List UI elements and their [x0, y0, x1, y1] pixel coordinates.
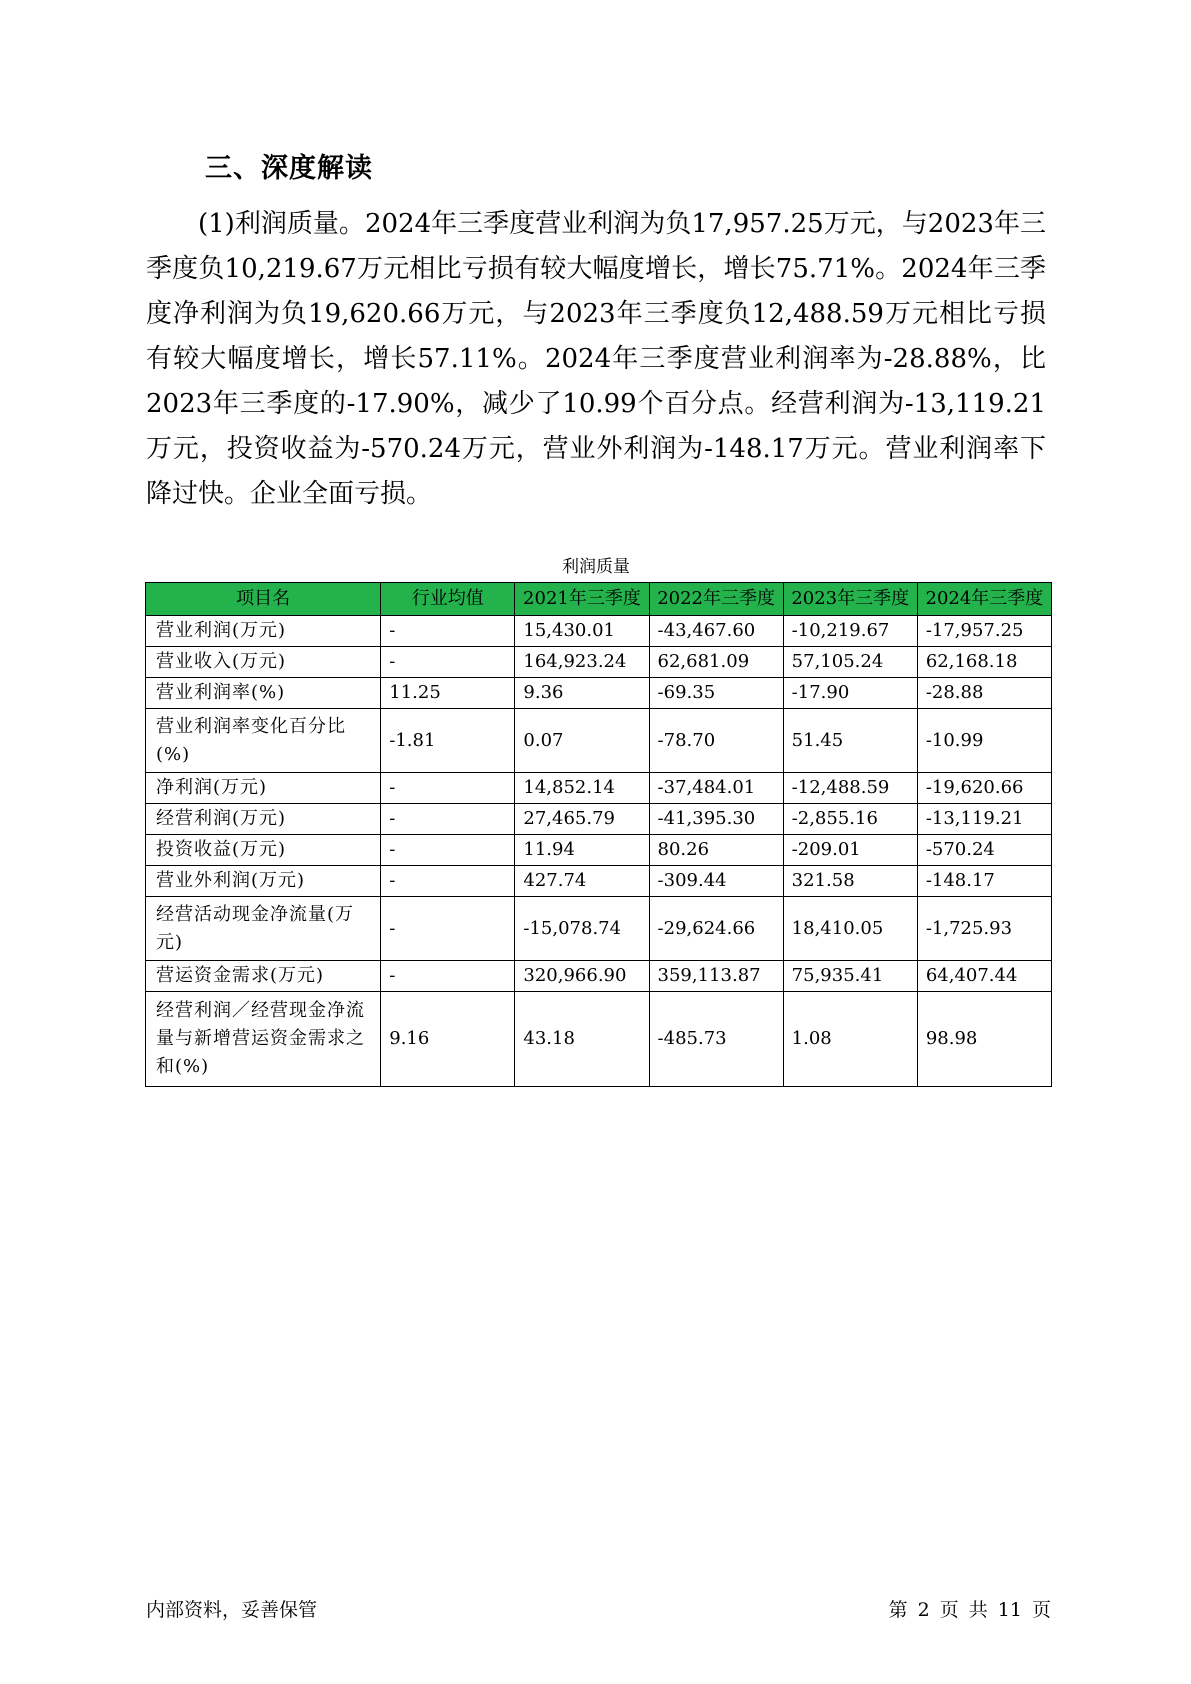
table-row — [146, 961, 1052, 992]
cell-2023-q3: 75,935.41 — [783, 961, 917, 992]
table-row — [146, 866, 1052, 897]
cell-2022-q3: -43,467.60 — [649, 616, 783, 647]
row-label: 营业利润(万元) — [146, 616, 381, 647]
cell-2024-q3: -13,119.21 — [917, 804, 1051, 835]
header-2022-q3: 2022年三季度 — [649, 583, 783, 616]
cell-2024-q3: -10.99 — [917, 709, 1051, 773]
cell-2023-q3: 321.58 — [783, 866, 917, 897]
cell-industry-average: - — [381, 804, 515, 835]
cell-2024-q3: -28.88 — [917, 678, 1051, 709]
cell-2021-q3: 43.18 — [515, 992, 649, 1087]
row-label: 投资收益(万元) — [146, 835, 381, 866]
cell-2022-q3: -41,395.30 — [649, 804, 783, 835]
cell-industry-average: - — [381, 866, 515, 897]
cell-2023-q3: -209.01 — [783, 835, 917, 866]
cell-2023-q3: -10,219.67 — [783, 616, 917, 647]
header-item-name: 项目名 — [146, 583, 381, 616]
table-row — [146, 835, 1052, 866]
analysis-paragraph: (1)利润质量。2024年三季度营业利润为负17,957.25万元，与2023年三季度负10,219.67万元相比亏损有较大幅度增长，增长75.71%。2024年三季度净利润为负19,620.66万元，与2023年三季度负12,488.59万元相比亏损有较大幅度增长，增长57.11%。2024年三季度营业利润率为-28.88%，比2023年三季度的-17.90%，减少了10.99个百分点。经营利润为-13,119.21万元，投资收益为-570.24万元，营业外利润为-148.17万元。营业利润率下降过快。企业全面亏损。 — [146, 209, 1046, 509]
cell-2021-q3: 0.07 — [515, 709, 649, 773]
cell-2021-q3: 14,852.14 — [515, 773, 649, 804]
cell-2022-q3: -485.73 — [649, 992, 783, 1087]
cell-industry-average: 11.25 — [381, 678, 515, 709]
cell-industry-average: -1.81 — [381, 709, 515, 773]
cell-2022-q3: -309.44 — [649, 866, 783, 897]
row-label: 营业利润率(%) — [146, 678, 381, 709]
cell-industry-average: - — [381, 961, 515, 992]
row-label: 净利润(万元) — [146, 773, 381, 804]
cell-2024-q3: 98.98 — [917, 992, 1051, 1087]
cell-2021-q3: 15,430.01 — [515, 616, 649, 647]
cell-2024-q3: -570.24 — [917, 835, 1051, 866]
table-row — [146, 897, 1052, 961]
cell-2022-q3: -78.70 — [649, 709, 783, 773]
cell-industry-average: - — [381, 647, 515, 678]
cell-industry-average: - — [381, 773, 515, 804]
cell-2024-q3: 62,168.18 — [917, 647, 1051, 678]
cell-2024-q3: -148.17 — [917, 866, 1051, 897]
cell-2023-q3: -2,855.16 — [783, 804, 917, 835]
cell-2023-q3: 57,105.24 — [783, 647, 917, 678]
table-row — [146, 616, 1052, 647]
header-industry-average: 行业均值 — [381, 583, 515, 616]
cell-2023-q3: -17.90 — [783, 678, 917, 709]
cell-2021-q3: 11.94 — [515, 835, 649, 866]
header-2024-q3: 2024年三季度 — [917, 583, 1051, 616]
cell-2023-q3: 18,410.05 — [783, 897, 917, 961]
row-label: 营业外利润(万元) — [146, 866, 381, 897]
cell-industry-average: 9.16 — [381, 992, 515, 1087]
table-row — [146, 647, 1052, 678]
cell-2024-q3: -19,620.66 — [917, 773, 1051, 804]
cell-2021-q3: 9.36 — [515, 678, 649, 709]
cell-industry-average: - — [381, 897, 515, 961]
cell-2022-q3: 359,113.87 — [649, 961, 783, 992]
row-label: 营业利润率变化百分比(%) — [146, 709, 381, 773]
row-label: 经营利润／经营现金净流量与新增营运资金需求之和(%) — [146, 992, 381, 1087]
table-row — [146, 992, 1052, 1087]
cell-2022-q3: 80.26 — [649, 835, 783, 866]
row-label: 经营利润(万元) — [146, 804, 381, 835]
row-label: 营业收入(万元) — [146, 647, 381, 678]
table-row — [146, 709, 1052, 773]
footer-confidential-note: 内部资料，妥善保管 — [146, 1599, 318, 1621]
table-row — [146, 773, 1052, 804]
cell-2023-q3: 1.08 — [783, 992, 917, 1087]
cell-2022-q3: -69.35 — [649, 678, 783, 709]
cell-2022-q3: -37,484.01 — [649, 773, 783, 804]
table-row — [146, 804, 1052, 835]
cell-industry-average: - — [381, 835, 515, 866]
cell-2024-q3: -1,725.93 — [917, 897, 1051, 961]
row-label: 经营活动现金净流量(万元) — [146, 897, 381, 961]
cell-2022-q3: -29,624.66 — [649, 897, 783, 961]
header-2021-q3: 2021年三季度 — [515, 583, 649, 616]
table-row — [146, 678, 1052, 709]
cell-2021-q3: 427.74 — [515, 866, 649, 897]
cell-2021-q3: 164,923.24 — [515, 647, 649, 678]
cell-2021-q3: 27,465.79 — [515, 804, 649, 835]
table-header-row — [146, 583, 1052, 616]
cell-2023-q3: 51.45 — [783, 709, 917, 773]
row-label: 营运资金需求(万元) — [146, 961, 381, 992]
table-caption: 利润质量 — [562, 557, 630, 577]
cell-industry-average: - — [381, 616, 515, 647]
cell-2022-q3: 62,681.09 — [649, 647, 783, 678]
cell-2021-q3: -15,078.74 — [515, 897, 649, 961]
cell-2021-q3: 320,966.90 — [515, 961, 649, 992]
section-title: 三、深度解读 — [205, 153, 373, 184]
cell-2024-q3: 64,407.44 — [917, 961, 1051, 992]
cell-2024-q3: -17,957.25 — [917, 616, 1051, 647]
header-2023-q3: 2023年三季度 — [783, 583, 917, 616]
cell-2023-q3: -12,488.59 — [783, 773, 917, 804]
profit-quality-table — [145, 582, 1052, 1087]
footer-page-number: 第 2 页 共 11 页 — [888, 1599, 1051, 1621]
